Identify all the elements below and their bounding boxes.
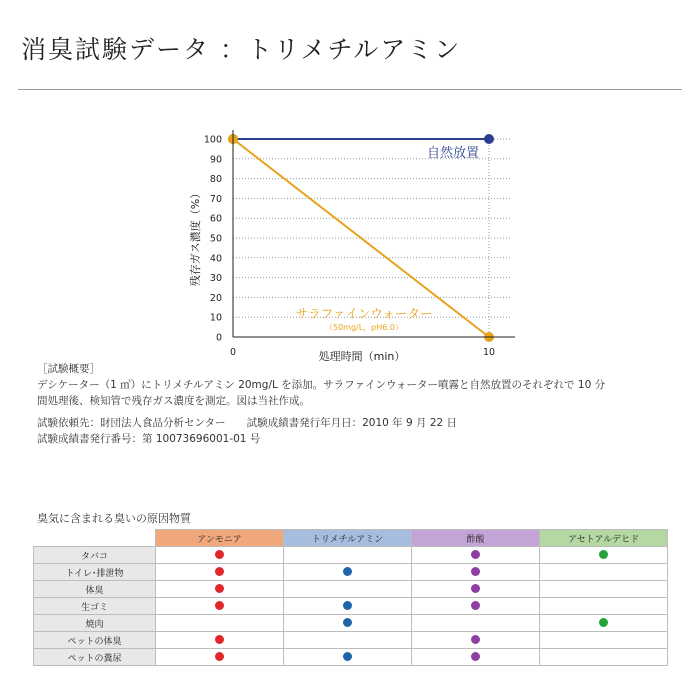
table-cell [412,598,540,615]
test-summary [37,361,677,447]
summary-line-1: デシケーター（1 ㎥）にトリメチルアミン 20mg/L を添加。サラファインウォーター噴霧と自然放置のそれぞれで 10 分 [37,379,606,391]
presence-dot-icon [471,584,480,593]
row-label: 生ゴミ [34,598,156,615]
table-cell [284,632,412,649]
y-tick-label: 10 [209,312,222,324]
presence-dot-icon [599,618,608,627]
y-tick-label: 100 [203,134,222,146]
table-cell [412,581,540,598]
table-cell [540,598,668,615]
table-row [34,598,668,615]
table-cell [540,564,668,581]
legend-label-series-1: サラファインウォーター [295,306,433,321]
presence-dot-icon [215,567,224,576]
presence-dot-icon [215,652,224,661]
presence-dot-icon [471,635,480,644]
odor-cause-table [33,529,668,666]
table-cell [284,581,412,598]
presence-dot-icon [471,601,480,610]
table-cell [284,598,412,615]
y-tick-label: 20 [209,292,222,304]
presence-dot-icon [343,567,352,576]
table-cell [156,564,284,581]
presence-dot-icon [215,601,224,610]
table-row [34,615,668,632]
table-cell [540,547,668,564]
table-cell [156,615,284,632]
row-label: ペットの体臭 [34,632,156,649]
presence-dot-icon [343,601,352,610]
x-tick-label: 0 [229,347,237,358]
table-cell [284,547,412,564]
column-header-acetaldehyde: アセトアルデヒド [540,530,668,547]
table-cell [284,564,412,581]
presence-dot-icon [599,550,608,559]
table-cell [412,649,540,666]
odor-table-title: 臭気に含まれる臭いの原因物質 [37,512,191,525]
table-cell [412,547,540,564]
presence-dot-icon [343,652,352,661]
y-tick-label: 60 [209,213,222,225]
row-label: タバコ [34,547,156,564]
summary-report-no: 試験成績書発行番号：第 10073696001-01 号 [37,433,261,445]
y-tick-label: 0 [215,332,222,344]
table-cell [156,649,284,666]
presence-dot-icon [471,550,480,559]
y-tick-label: 90 [209,154,222,166]
presence-dot-icon [471,567,480,576]
column-header-acetic-acid: 酢酸 [412,530,540,547]
x-tick-label: 10 [482,347,496,358]
table-cell [156,632,284,649]
legend-label-series-0: 自然放置 [426,146,479,161]
table-cell [412,632,540,649]
presence-dot-icon [215,635,224,644]
row-label: ペットの糞尿 [34,649,156,666]
legend-sublabel-series-1: （50mg/L，pH6.0） [324,323,404,332]
table-cell [412,615,540,632]
column-header-trimethylamine: トリメチルアミン [284,530,412,547]
summary-heading: ［試験概要］ [37,363,100,375]
row-label: 焼肉 [34,615,156,632]
summary-lab: 試験依頼先：財団法人食品分析センター 試験成績書発行年月日：2010 年 9 月 22 日 [37,417,458,429]
presence-dot-icon [215,584,224,593]
table-cell [540,581,668,598]
series-0-point-1 [484,134,494,144]
table-cell [540,632,668,649]
odor-table-corner [34,530,156,547]
presence-dot-icon [471,652,480,661]
row-label: トイレ･排泄物 [34,564,156,581]
y-tick-label: 50 [209,233,222,245]
table-cell [284,615,412,632]
y-tick-label: 30 [209,273,222,285]
presence-dot-icon [215,550,224,559]
y-tick-label: 70 [209,193,222,205]
table-row [34,581,668,598]
table-row [34,632,668,649]
chart-x-axis-label: 処理時間（min） [318,350,406,363]
page-title: 消臭試験データ ：トリメチルアミン [21,35,462,64]
row-label: 体臭 [34,581,156,598]
table-row [34,649,668,666]
table-cell [412,564,540,581]
table-cell [540,615,668,632]
presence-dot-icon [343,618,352,627]
odor-table-header-row [34,530,668,547]
table-cell [284,649,412,666]
y-tick-label: 40 [209,253,222,265]
table-cell [156,581,284,598]
table-row [34,564,668,581]
table-cell [156,547,284,564]
table-cell [156,598,284,615]
y-tick-label: 80 [209,174,222,186]
chart-y-axis-label: 残存ガス濃度（%） [189,187,202,287]
table-cell [540,649,668,666]
column-header-ammonia: アンモニア [156,530,284,547]
table-row [34,547,668,564]
summary-line-2: 間処理後、検知管で残存ガス濃度を測定。図は当社作成。 [37,395,310,407]
